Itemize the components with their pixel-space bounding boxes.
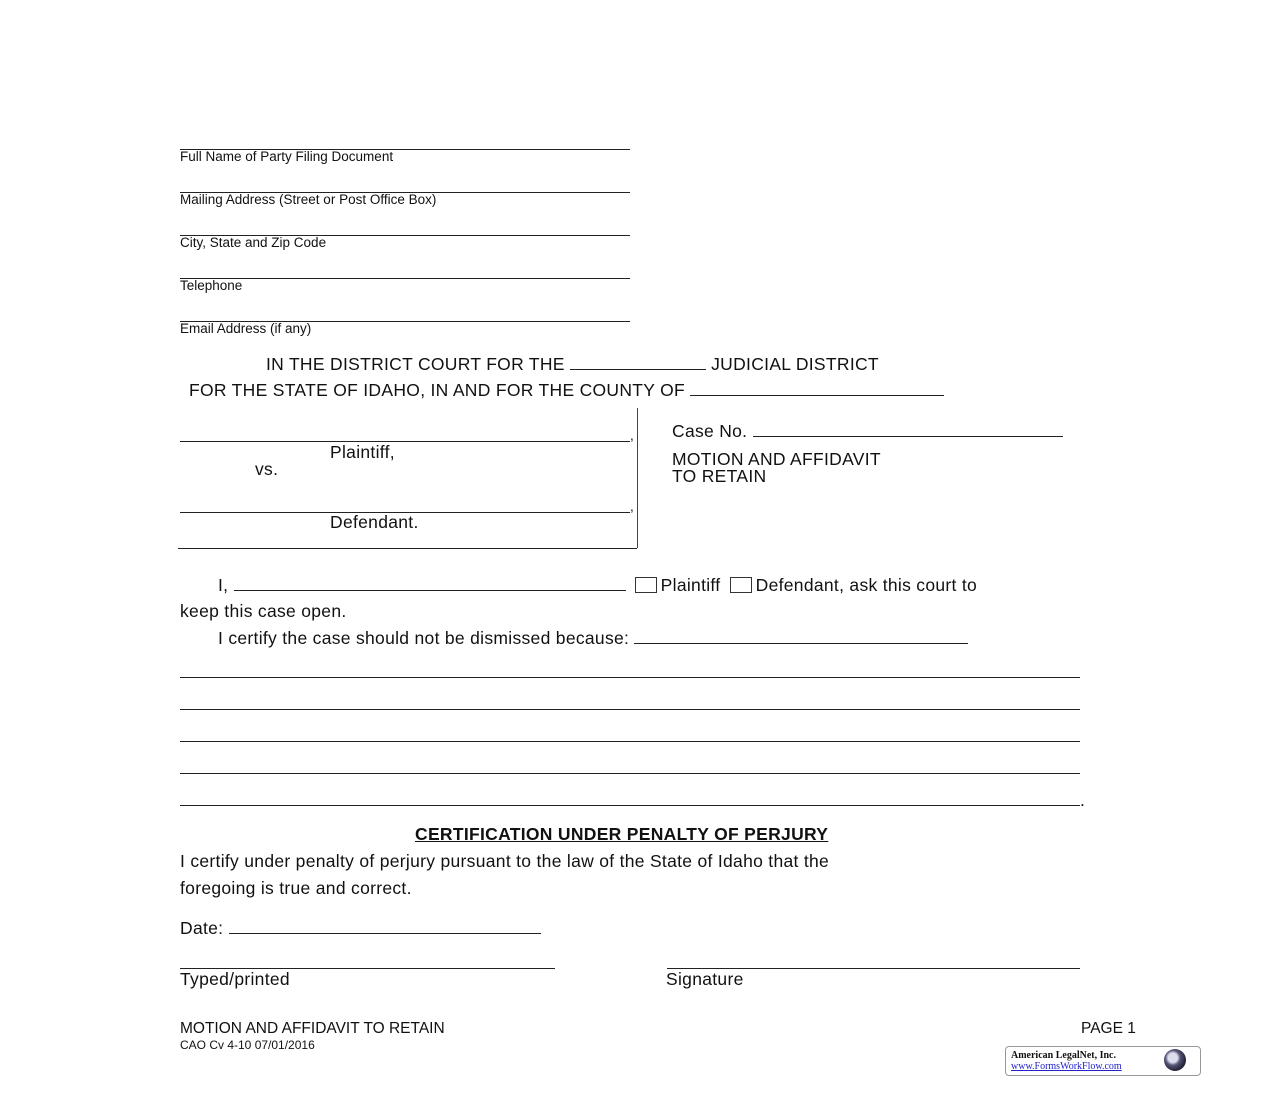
signature-label: Signature bbox=[666, 969, 744, 989]
date-blank[interactable] bbox=[229, 917, 541, 934]
reason-line-2[interactable] bbox=[180, 709, 1080, 710]
reason-line-5[interactable] bbox=[180, 805, 1080, 806]
caption-divider bbox=[637, 408, 638, 548]
county-prefix: FOR THE STATE OF IDAHO, IN AND FOR THE COUNTY OF bbox=[189, 380, 686, 400]
defendant-comma: , bbox=[630, 499, 634, 514]
date-row bbox=[180, 917, 541, 939]
defendant-checkbox[interactable] bbox=[730, 577, 752, 593]
certification-heading: CERTIFICATION UNDER PENALTY OF PERJURY bbox=[415, 824, 829, 844]
page-number: PAGE 1 bbox=[1081, 1020, 1136, 1037]
plaintiff-checkbox[interactable] bbox=[635, 577, 657, 593]
certify-label: I certify the case should not be dismissed because: bbox=[218, 628, 630, 648]
party-name-blank[interactable] bbox=[234, 574, 626, 591]
court-prefix: IN THE DISTRICT COURT FOR THE bbox=[266, 354, 565, 374]
american-legalnet-logo bbox=[1005, 1046, 1201, 1076]
email-label: Email Address (if any) bbox=[180, 321, 312, 336]
defendant-label: Defendant. bbox=[330, 512, 419, 532]
caption-bottom-line bbox=[178, 548, 637, 549]
city-label: City, State and Zip Code bbox=[180, 235, 327, 250]
reason-line-1[interactable] bbox=[180, 677, 1080, 678]
reason-line-4[interactable] bbox=[180, 773, 1080, 774]
address-label: Mailing Address (Street or Post Office Box) bbox=[180, 192, 437, 207]
footer-form-id: CAO Cv 4-10 07/01/2016 bbox=[180, 1038, 315, 1052]
typed-label: Typed/printed bbox=[180, 969, 290, 989]
logo-url[interactable]: www.FormsWorkFlow.com bbox=[1011, 1061, 1122, 1072]
certify-line bbox=[218, 627, 968, 649]
court-suffix: JUDICIAL DISTRICT bbox=[711, 354, 879, 374]
certification-text-2: foregoing is true and correct. bbox=[180, 878, 412, 898]
title-line-2: TO RETAIN bbox=[672, 466, 767, 486]
globe-icon bbox=[1164, 1049, 1186, 1071]
telephone-label: Telephone bbox=[180, 278, 243, 293]
vs-label: vs. bbox=[255, 459, 279, 479]
logo-name: American LegalNet, Inc. bbox=[1011, 1050, 1116, 1061]
document-title bbox=[672, 451, 881, 485]
title-line-1: MOTION AND AFFIDAVIT bbox=[672, 449, 881, 469]
county-blank[interactable] bbox=[690, 379, 944, 396]
case-no-blank[interactable] bbox=[753, 420, 1063, 437]
case-no-label: Case No. bbox=[672, 421, 748, 441]
plaintiff-line[interactable] bbox=[180, 441, 630, 442]
district-blank[interactable] bbox=[570, 353, 706, 370]
certification-text-1: I certify under penalty of perjury pursuant to the law of the State of Idaho that the bbox=[180, 851, 830, 871]
reason-blank[interactable] bbox=[634, 627, 968, 644]
request-line-2: keep this case open. bbox=[180, 601, 347, 621]
footer-title: MOTION AND AFFIDAVIT TO RETAIN bbox=[180, 1020, 445, 1037]
court-line-2 bbox=[189, 379, 944, 401]
name-label: Full Name of Party Filing Document bbox=[180, 149, 394, 164]
request-line bbox=[218, 574, 977, 596]
plaintiff-label: Plaintiff, bbox=[330, 442, 395, 462]
i-label: I, bbox=[218, 575, 229, 595]
defendant-option-label: Defendant, ask this court to bbox=[755, 575, 978, 595]
plaintiff-comma: , bbox=[630, 428, 634, 443]
reason-line-3[interactable] bbox=[180, 741, 1080, 742]
telephone-line[interactable] bbox=[180, 278, 630, 279]
plaintiff-option-label: Plaintiff bbox=[660, 575, 721, 595]
date-label: Date: bbox=[180, 918, 224, 938]
reason-period: . bbox=[1080, 790, 1086, 810]
case-no bbox=[672, 420, 1063, 442]
court-line-1 bbox=[266, 353, 879, 375]
